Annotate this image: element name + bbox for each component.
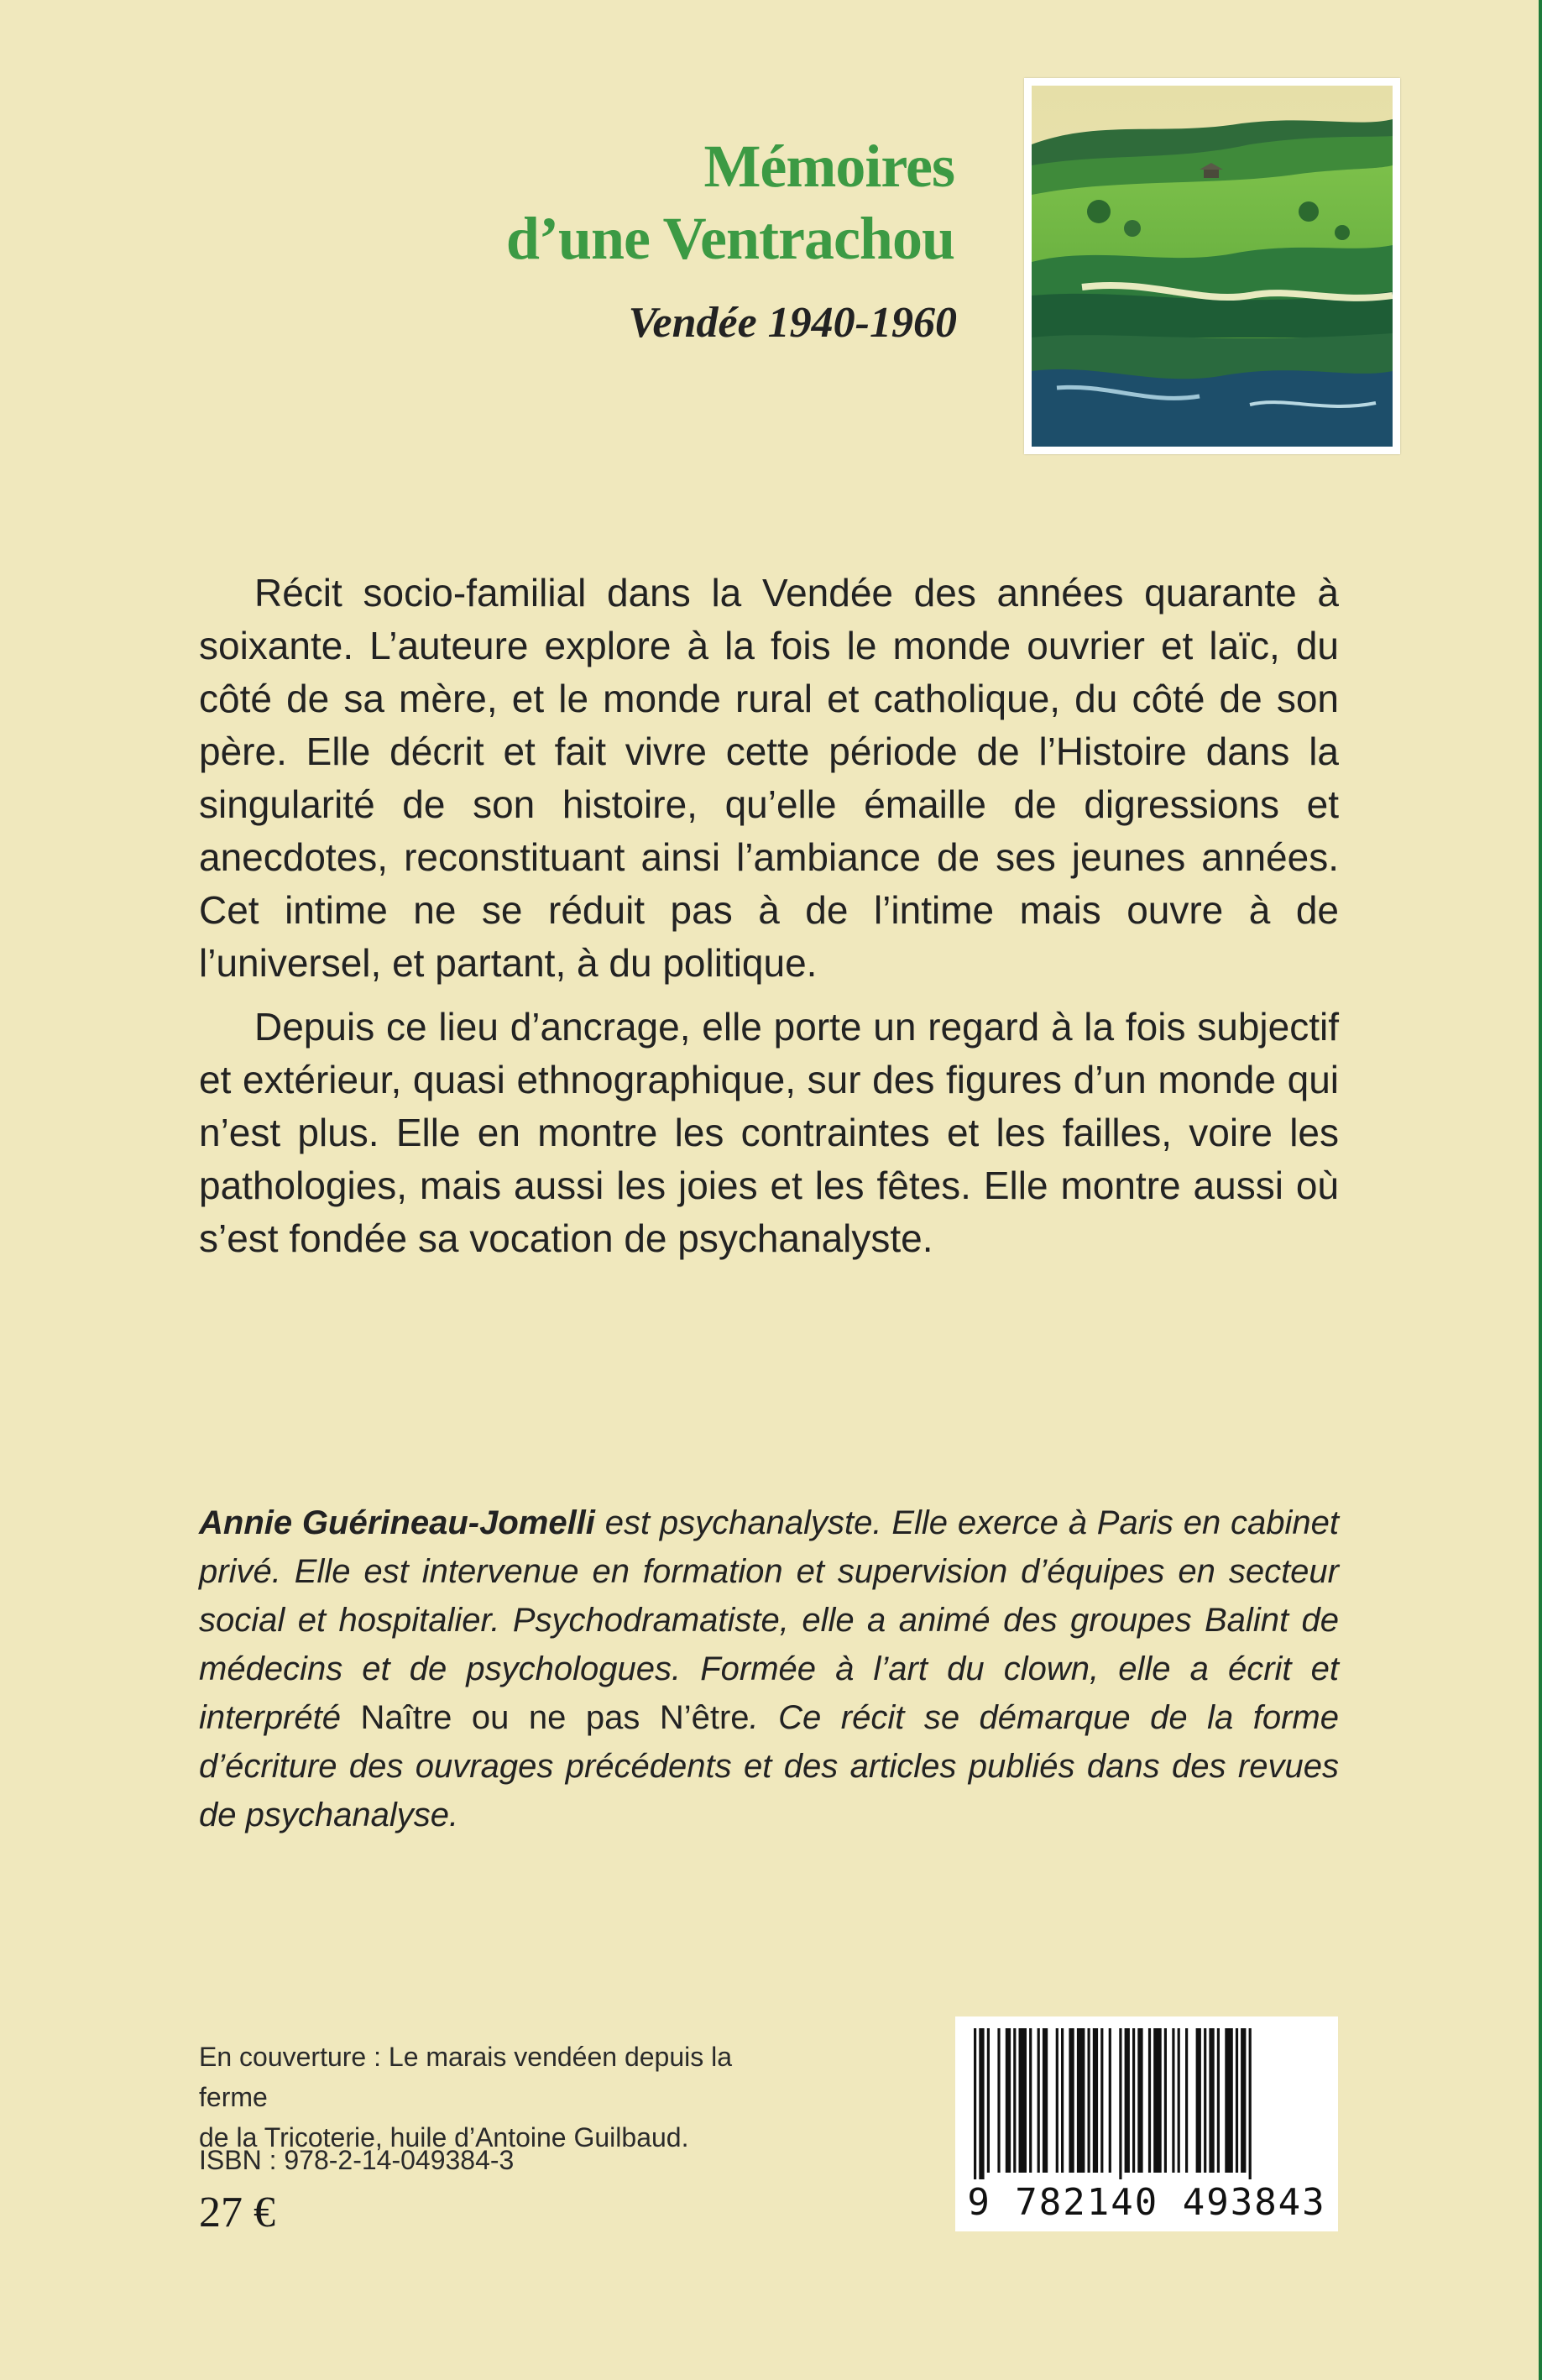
landscape-painting-icon <box>1024 78 1400 454</box>
barcode-icon <box>955 2016 1338 2231</box>
author-bio <box>199 1499 1339 1839</box>
barcode-bar <box>974 2028 976 2179</box>
barcode-bar <box>1148 2028 1151 2173</box>
painting-svg <box>1032 86 1393 447</box>
blurb-paragraph-1-text: Récit socio-familial dans la Vendée des années quarante à soixante. L’auteure explore à la fois le monde ouvrier et laïc, du côté de sa mère, et le monde rural et catholique, du côté de son père. Elle décrit et fait vivre cette période de l’Histoire dans la singularité de son histoire, qu’elle émaille de digressions et anecdotes, reconstituant ainsi l’ambiance de ses jeunes années. Cet intime ne se réduit pas à de l’intime mais ouvre à de l’universel, et partant, à du politique. <box>199 571 1339 985</box>
barcode-bar <box>1061 2028 1064 2173</box>
isbn: ISBN : 978-2-14-049384-3 <box>199 2145 515 2175</box>
cover-credit-line2: de la Tricoterie, huile d’Antoine Guilbaud. <box>199 2122 689 2152</box>
barcode-bar <box>1029 2028 1032 2173</box>
barcode-bar <box>1204 2028 1206 2173</box>
barcode-bar <box>1132 2028 1135 2173</box>
book-subtitle: Vendée 1940-1960 <box>628 299 957 347</box>
price: 27 € <box>199 2189 275 2236</box>
barcode-bar <box>1056 2028 1058 2173</box>
cover-credit <box>199 2037 736 2158</box>
barcode-bar <box>1153 2028 1162 2173</box>
barcode-bar <box>1038 2028 1040 2173</box>
barcode-bar <box>1172 2028 1174 2173</box>
blurb-paragraph-1 <box>199 567 1339 990</box>
barcode-bar <box>1196 2028 1201 2173</box>
barcode-bar <box>1069 2028 1074 2173</box>
barcode-bar <box>1164 2028 1167 2173</box>
barcode-digits: 9 782140 493843 <box>967 2181 1326 2224</box>
barcode-bar <box>1077 2028 1085 2173</box>
barcode-bar <box>1119 2028 1121 2179</box>
bio-text-1: est psychanalyste. Elle exerce à Paris en cabinet privé. Elle est intervenue en formation et supervision d’équipes en secteur social et hospitalier. Psychodramatiste, elle a animé des groupes Balint de médecins et de psychologues. Formée à l’art du clown, elle a écrit et interprété <box>199 1504 1340 1736</box>
barcode-bar <box>1088 2028 1090 2173</box>
book-title-line1: Mémoires <box>703 133 954 200</box>
barcode-bar <box>1236 2028 1238 2173</box>
barcode-bars <box>970 2028 1323 2179</box>
barcode-bar <box>1093 2028 1098 2173</box>
book-title-line2: d’une Ventrachou <box>505 205 954 272</box>
book-title <box>506 130 954 275</box>
barcode-bar <box>1019 2028 1027 2173</box>
barcode-bar <box>1217 2028 1220 2173</box>
author-name: Annie Guérineau-Jomelli <box>199 1504 595 1541</box>
barcode-bar <box>997 2028 1000 2173</box>
barcode-bar <box>1013 2028 1016 2173</box>
barcode-bar <box>1249 2028 1252 2179</box>
barcode-bar <box>1137 2028 1142 2173</box>
barcode-bar <box>1100 2028 1103 2173</box>
blurb-paragraph-2-text: Depuis ce lieu d’ancrage, elle porte un regard à la fois subjectif et extérieur, quasi ethnographique, sur des figures d’un monde qui n’est plus. Elle en montre les contraintes et les failles, voire les pathologies, mais aussi les joies et les fêtes. Elle montre aussi où s’est fondée sa vocation de psychanalyste. <box>199 1005 1339 1260</box>
bio-text-2: . Ce récit se démarque de la forme d’écriture des ouvrages précédents et des articles publiés dans des revues de psychanalyse. <box>199 1699 1340 1833</box>
cover-credit-line1: En couverture : Le marais vendéen depuis la ferme <box>199 2042 733 2112</box>
barcode-bar <box>1109 2028 1111 2173</box>
spine-edge <box>1539 0 1542 2380</box>
barcode-bar <box>979 2028 984 2179</box>
barcode-bar <box>1178 2028 1180 2173</box>
barcode-bar <box>1125 2028 1130 2173</box>
blurb-paragraph-2 <box>199 1001 1339 1265</box>
work-title: Naître ou ne pas N’être <box>360 1699 750 1736</box>
barcode-bar <box>1241 2028 1246 2173</box>
barcode-bar <box>1225 2028 1233 2173</box>
barcode-bar <box>1043 2028 1048 2173</box>
barcode-bar <box>1185 2028 1188 2173</box>
barcode-bar <box>987 2028 990 2173</box>
barcode-bar <box>1006 2028 1011 2173</box>
barcode-bar <box>1209 2028 1214 2173</box>
